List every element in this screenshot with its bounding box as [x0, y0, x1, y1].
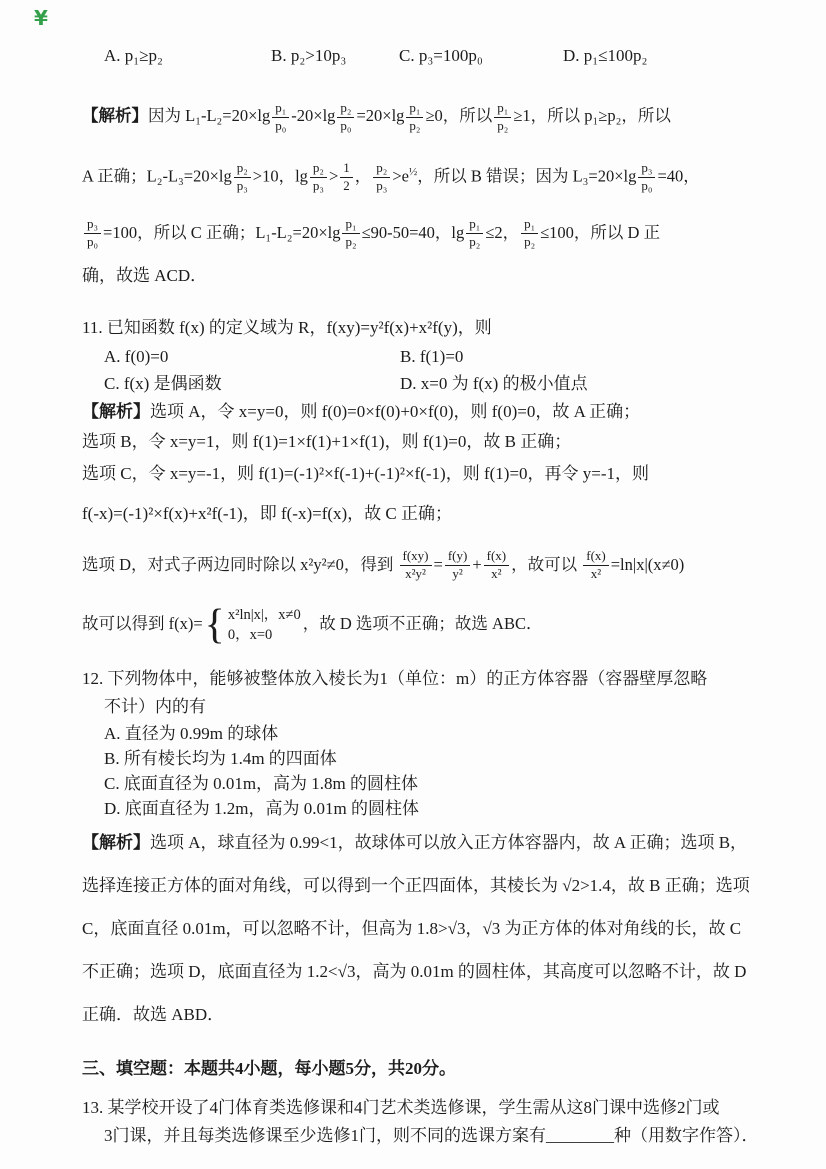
section-3-heading: 三、填空题：本题共4小题，每小题5分，共20分。 [82, 1058, 456, 1078]
q13-line-1: 13. 某学校开设了4门体育类选修课和4门艺术类选修课，学生需从这8门课中选修2门或 [82, 1097, 720, 1117]
q10-option-a: A. p₁≥p₂ [104, 46, 163, 65]
fraction: $\frac{1}{2}$ [340, 161, 353, 194]
q11-analysis-line-4: f(-x)=(-1)²×f(x)+x²f(-1)，即 f(-x)=f(x)，故 C 正确； [82, 503, 453, 523]
q10-analysis-line-1 [82, 88, 802, 144]
q12-option-d: D. 底面直径为 1.2m，高为 0.01m 的圆柱体 [104, 798, 419, 818]
q12-option-b: B. 所有棱长均为 1.4m 的四面体 [104, 748, 337, 768]
q11-options-grid [104, 343, 802, 397]
q11-option-b: B. f(1)=0 [400, 346, 464, 366]
fraction: $\frac{\text{p₁}}{\text{p₂}}$ [521, 217, 538, 250]
q11-stem: 11. 已知函数 f(x) 的定义域为 R，f(xy)=y²f(x)+x²f(y)，则 [82, 317, 492, 337]
fraction: $\frac{\text{p₁}}{\text{p₂}}$ [342, 217, 359, 250]
q12-analysis-text-1: 选项 A，球直径为 0.99<1，故球体可以放入正方体容器内，故 A 正确；选项 B， [150, 832, 748, 852]
q12-options-list [82, 721, 802, 821]
q11-analysis-line-2: 选项 B，令 x=y=1，则 f(1)=1×f(1)+1×f(1)，则 f(1)=0，故 B 正确； [82, 431, 572, 451]
q12-analysis-line-5: 正确．故选 ABD． [82, 1004, 225, 1024]
fraction: $\frac{\text{p₃}}{\text{p₀}}$ [638, 161, 655, 194]
fraction: $\frac{\text{p₂}}{\text{p₃}}$ [234, 161, 251, 194]
q10-analysis-line-4: 确，故选 ACD． [82, 265, 208, 285]
fraction: $\frac{f(xy)}{\text{x²y²}}$ [400, 549, 432, 582]
fraction: $\frac{\text{p₁}}{\text{p₂}}$ [406, 101, 423, 134]
q12-analysis-line-2: 选择连接正方体的面对角线，可以得到一个正四面体，其棱长为 √2>1.4，故 B 正确；选项 [82, 875, 750, 895]
q10-option-d: D. p₁≤100p₂ [563, 46, 648, 65]
analysis-label: 【解析】 [82, 832, 150, 852]
q12-option-c: C. 底面直径为 0.01m，高为 1.8m 的圆柱体 [104, 773, 419, 793]
fraction: $\frac{f(y)}{\text{y²}}$ [445, 549, 471, 582]
q11-analysis-text-1: 选项 A，令 x=y=0，则 f(0)=0×f(0)+0×f(0)，则 f(0)=0，故 A 正确； [150, 401, 641, 421]
q10-option-c: C. p₃=100p₀ [399, 46, 483, 65]
q12-analysis-line-4: 不正确；选项 D，底面直径为 1.2<√3，高为 0.01m 的圆柱体，其高度可以忽略不计，故 D [82, 961, 747, 981]
q11-analysis-line-6: 故可以得到 f(x)= { x²ln|x|，x≠0 0，x=0 ，故 D 选项不正确；故选 ABC． [82, 601, 543, 648]
question-12 [82, 665, 802, 1036]
fraction: $\frac{\text{p₂}}{\text{p₃}}$ [373, 161, 390, 194]
q11-analysis-line-1 [82, 397, 802, 427]
q10-options-row [104, 44, 802, 68]
piecewise-expression: { x²ln|x|，x≠0 0，x=0 [204, 601, 301, 648]
q11-option-a: A. f(0)=0 [104, 346, 169, 366]
analysis-label: 【解析】 [82, 401, 150, 421]
q11-analysis-line-3: 选项 C，令 x=y=-1，则 f(1)=(-1)²×f(-1)+(-1)²×f(-1)，则 f(1)=0，再令 y=-1，则 [82, 463, 650, 483]
question-11 [82, 313, 802, 655]
q12-stem-line-1: 12. 下列物体中，能够被整体放入棱长为1（单位：m）的正方体容器（容器壁厚忽略 [82, 668, 708, 688]
fraction: $\frac{\text{p₁}}{\text{p₀}}$ [272, 101, 289, 134]
q11-analysis-line-5: 选项 D，对式子两边同时除以 x²y²≠0，得到 $\frac{f(xy)}{\text{x²y²}}$ = $\frac{f(y)}{\text{y²}}$ + $\frac{f(x)}{\text{x²}}$ ，故可以 $\frac{f(x)}{\text{x²}}$ =ln|x|(x≠0) [82, 548, 685, 582]
q10-analysis-line-3: $\frac{\text{p₃}}{\text{p₀}}$ =100，所以 C 正确；L₁-L₂=20×lg $\frac{\text{p₁}}{\text{p₂}}$ ≤90-50=40，lg $\frac{\text{p₁}}{\text{p₂}}$ ≤2， $\frac{\text{p₁}}{\text{p₂}}$ ≤100，所以 D 正 [82, 205, 802, 261]
q10-option-b: B. p₂>10p₃ [271, 46, 347, 65]
fraction: $\frac{f(x)}{\text{x²}}$ [583, 549, 609, 582]
q11-option-c: C. f(x) 是偶函数 [104, 373, 222, 393]
q13-line-2: 3门课，并且每类选修课至少选修1门，则不同的选课方案有________种（用数字作答）． [104, 1125, 759, 1145]
fraction: $\frac{f(x)}{\text{x²}}$ [484, 549, 510, 582]
fraction: $\frac{\text{p₃}}{\text{p₀}}$ [84, 217, 101, 250]
q12-analysis-line-1 [82, 821, 802, 864]
fraction: $\frac{\text{p₁}}{\text{p₂}}$ [466, 217, 483, 250]
fraction: $\frac{\text{p₂}}{\text{p₃}}$ [310, 161, 327, 194]
brace-glyph: { [204, 601, 225, 648]
fraction: $\frac{\text{p₁}}{\text{p₂}}$ [494, 101, 511, 134]
scan-artifact-mark: ¥ [34, 6, 48, 30]
q12-stem-line-2: 不计）内的有 [104, 696, 206, 716]
q10-analysis-text-1: 因为 L₁-L₂=20×lg $\frac{\text{p₁}}{\text{p₀}}$ -20×lg $\frac{\text{p₂}}{\text{p₀}}$ =20×lg $\frac{\text{p₁}}{\text{p₂}}$ ≥0，所以 $\frac{\text{p₁}}{\text{p₂}}$ ≥1，所以 p₁≥p₂，所以 [148, 99, 671, 133]
q10-analysis-line-2: A 正确；L₂-L₃=20×lg $\frac{\text{p₂}}{\text{p₃}}$ >10，lg $\frac{\text{p₂}}{\text{p₃}}$ > $\frac{1}{2}$ ， $\frac{\text{p₂}}{\text{p₃}}$ $>e^{\frac{1}{2}}$，所以 B 错误；因为 L₃=20×lg $\frac{\text{p₃}}{\text{p₀}}$ =40， [82, 160, 700, 194]
q12-analysis-line-3: C，底面直径 0.01m，可以忽略不计，但高为 1.8>√3，√3 为正方体的体对角线的长，故 C [82, 918, 742, 938]
question-13 [82, 1094, 802, 1150]
fraction: $\frac{\text{p₂}}{\text{p₀}}$ [337, 101, 354, 134]
analysis-label: 【解析】 [82, 106, 148, 125]
q12-option-a: A. 直径为 0.99m 的球体 [104, 723, 279, 743]
q11-option-d: D. x=0 为 f(x) 的极小值点 [400, 373, 588, 393]
